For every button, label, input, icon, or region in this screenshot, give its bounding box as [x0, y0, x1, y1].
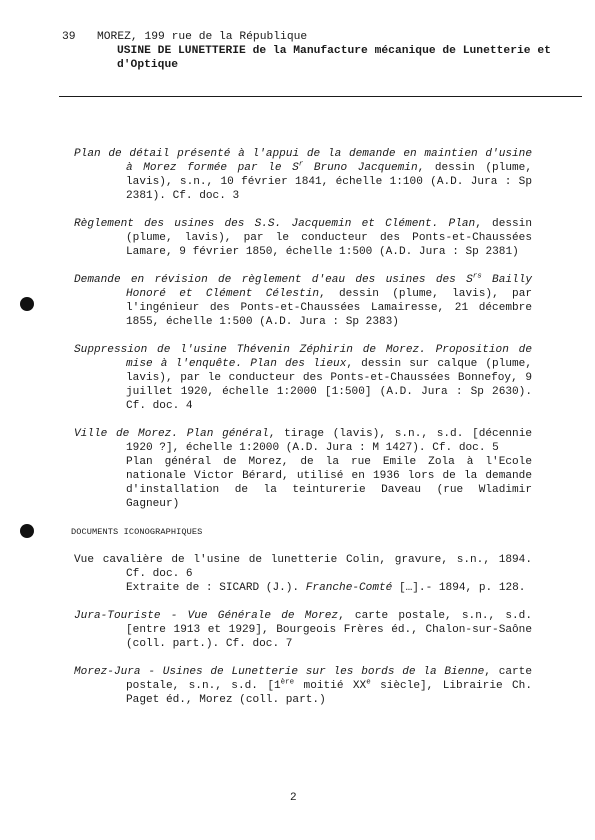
list-item: [74, 343, 532, 413]
entry-details: , carte postale, s.n., s.d. [1ère moitié XXe siècle], Librairie Ch. Paget éd., Morez (coll. part.): [126, 666, 532, 707]
section-heading: DOCUMENTS ICONOGRAPHIQUES: [71, 527, 203, 538]
entry-details: , dessin sur calque (plume, lavis), par le conducteur des Ponts-et-Chaussées Bonnefoy, 9 juillet 1920, échelle 1:2000 [1:500] (A.D. Jura : Sp 2630). Cf. doc. 4: [126, 358, 532, 413]
record-address: MOREZ, 199 rue de la République: [97, 31, 308, 43]
entry-title: Ville de Morez. Plan général: [74, 428, 269, 441]
entry-details: , dessin (plume, lavis), par le conducteur des Ponts-et-Chaussées Lamare, 9 février 1850, échelle 1:500 (A.D. Jura : Sp 2381): [126, 218, 532, 259]
list-item: [74, 147, 532, 203]
list-item: [74, 217, 532, 259]
list-item: [74, 553, 532, 595]
entry-note: Extraite de : SICARD (J.). Franche-Comté […].- 1894, p. 128.: [126, 582, 526, 595]
punch-hole-dot: [20, 524, 34, 538]
list-item: [74, 427, 532, 511]
punch-hole-dot: [20, 297, 34, 311]
document-list: [71, 136, 533, 721]
page-number: 2: [290, 792, 297, 804]
entry-details: , tirage (lavis), s.n., s.d. [décennie 1920 ?], échelle 1:2000 (A.D. Jura : M 1427). Cf. doc. 5: [126, 428, 533, 455]
entry-title: Demande en révision de règlement d'eau des usines des $S^{rs}$ Bailly Honoré et Clément Célestin: [74, 272, 533, 301]
list-item: [74, 273, 532, 329]
entry-title: Règlement des usines des S.S. Jacquemin et Clément. Plan: [74, 218, 476, 231]
entry-note: Plan général de Morez, de la rue Emile Zola à l'Ecole nationale Victor Bérard, utilisé en 1936 lors de la demande d'installation de la teinturerie Daveau (rue Wladimir Gagneur): [126, 456, 532, 511]
list-item: [74, 609, 532, 651]
entry-title: Suppression de l'usine Thévenin Zéphirin de Morez. Proposition de mise à l'enquête. Plan des lieux: [74, 344, 532, 371]
entry-details: , dessin (plume, lavis), s.n., 10 février 1841, échelle 1:100 (A.D. Jura : Sp 2381). Cf. doc. 3: [126, 162, 532, 203]
entry-details: , carte postale, s.n., s.d. [entre 1913 et 1929], Bourgeois Frères éd., Chalon-sur-Saône (coll. part.). Cf. doc. 7: [126, 610, 532, 651]
entry-title: Morez-Jura - Usines de Lunetterie sur les bords de la Bienne: [74, 666, 485, 679]
header-divider: [59, 96, 582, 97]
list-item: [74, 665, 532, 707]
record-title: USINE DE LUNETTERIE de la Manufacture mécanique de Lunetterie et d'Optique: [117, 45, 551, 71]
entry-title: Jura-Touriste - Vue Générale de Morez: [74, 610, 339, 623]
entry-details: Vue cavalière de l'usine de lunetterie Colin, gravure, s.n., 1894. Cf. doc. 6: [74, 554, 532, 581]
entry-details: , dessin (plume, lavis), par l'ingénieur des Ponts-et-Chaussées Lamairesse, 21 décembre 1855, échelle 1:500 (A.D. Jura : Sp 2383): [126, 288, 533, 329]
entry-title: Plan de détail présenté à l'appui de la demande en maintien d'usine à Morez formée par le $S^r$ Bruno Jacquemin: [74, 148, 532, 175]
record-number: 39: [62, 31, 76, 43]
